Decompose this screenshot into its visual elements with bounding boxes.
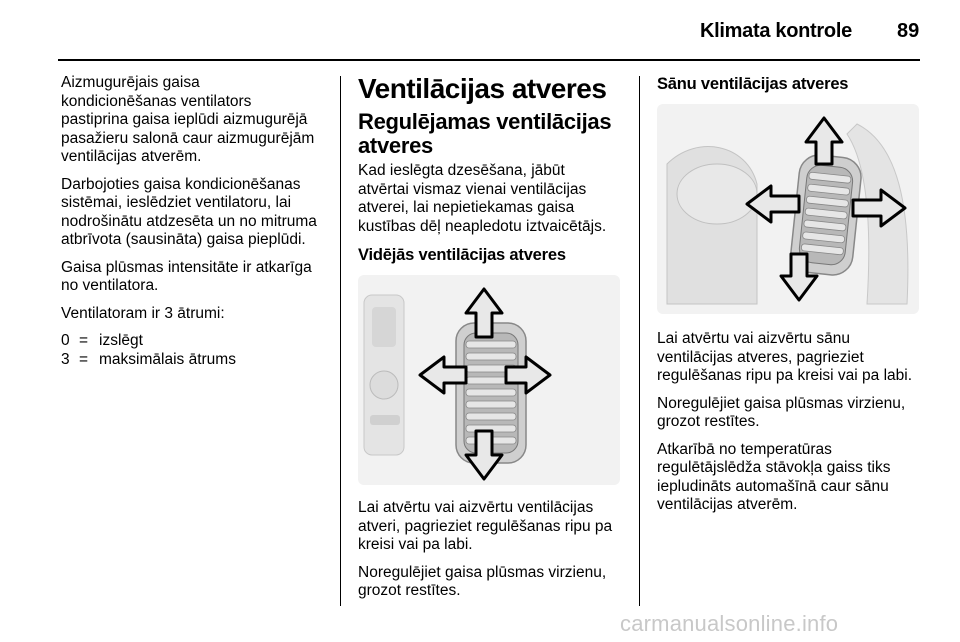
speed-item: 3 = maksimālais ātrums: [61, 350, 236, 368]
paragraph-airflow: Gaisa plūsmas intensitāte ir atkarīga no ventilatora.: [61, 258, 312, 294]
column-3: [657, 74, 932, 524]
paragraph-ac-operation: Darbojoties gaisa kondicionēšanas sistēmai, ieslēdziet ventilatoru, lai nodrošinātu atdzesēta un no mitruma atbrīvota (sausināta) gaisa pieplūdi.: [61, 175, 317, 248]
paragraph-center-direction: Noregulējiet gaisa plūsmas virzienu, grozot restītes.: [358, 563, 607, 599]
speed-list: [61, 332, 333, 369]
paragraph-speeds-intro: Ventilatoram ir 3 ātrumi:: [61, 304, 225, 322]
side-vent-illustration: [657, 104, 919, 314]
header-title: Klimata kontrole: [700, 20, 852, 42]
column-2: [358, 74, 633, 610]
paragraph-side-direction: Noregulējiet gaisa plūsmas virzienu, grozot restītes.: [657, 394, 906, 430]
paragraph-side-open-close: Lai atvērtu vai aizvērtu sānu ventilācijas atveres, pagrieziet regulēšanas ripu pa kreisi vai pa labi.: [657, 330, 913, 384]
paragraph-center-open-close: Lai atvērtu vai aizvērtu ventilācijas atveri, pagrieziet regulēšanas ripu pa kreisi vai pa labi.: [358, 499, 613, 553]
section-title: Ventilācijas atveres: [358, 73, 607, 104]
center-vent-illustration: [358, 275, 620, 485]
side-vents-heading: Sānu ventilācijas atveres: [657, 75, 849, 93]
speed-item: 0 = izslēgt: [61, 332, 143, 349]
watermark: carmanualsonline.info: [620, 611, 839, 636]
subsection-title: Regulējamas ventilācijas atveres: [358, 109, 612, 158]
header-rule: [58, 59, 920, 61]
page-number: 89: [897, 20, 920, 42]
column-divider-1: [340, 76, 341, 606]
paragraph-rear-fan: Aizmugurējais gaisa kondicionēšanas ventilators pastiprina gaisa ieplūdi aizmugurējā pasažieru salonā caur aizmugurējām ventilācijas atverēm.: [61, 74, 315, 165]
column-divider-2: [639, 76, 640, 606]
center-vents-heading: Vidējās ventilācijas atveres: [358, 246, 566, 264]
paragraph-cooling-note: Kad ieslēgta dzesēšana, jābūt atvērtai vismaz vienai ventilācijas atverei, lai nepietiekamas gaisa kustības dēļ neapledotu iztvaicētājs.: [358, 162, 607, 235]
column-1: [61, 74, 333, 369]
paragraph-side-temperature: Atkarībā no temperatūras regulētājslēdža stāvokļa gaiss tiks iepludināts automašīnā caur sānu ventilācijas atverēm.: [657, 440, 891, 513]
